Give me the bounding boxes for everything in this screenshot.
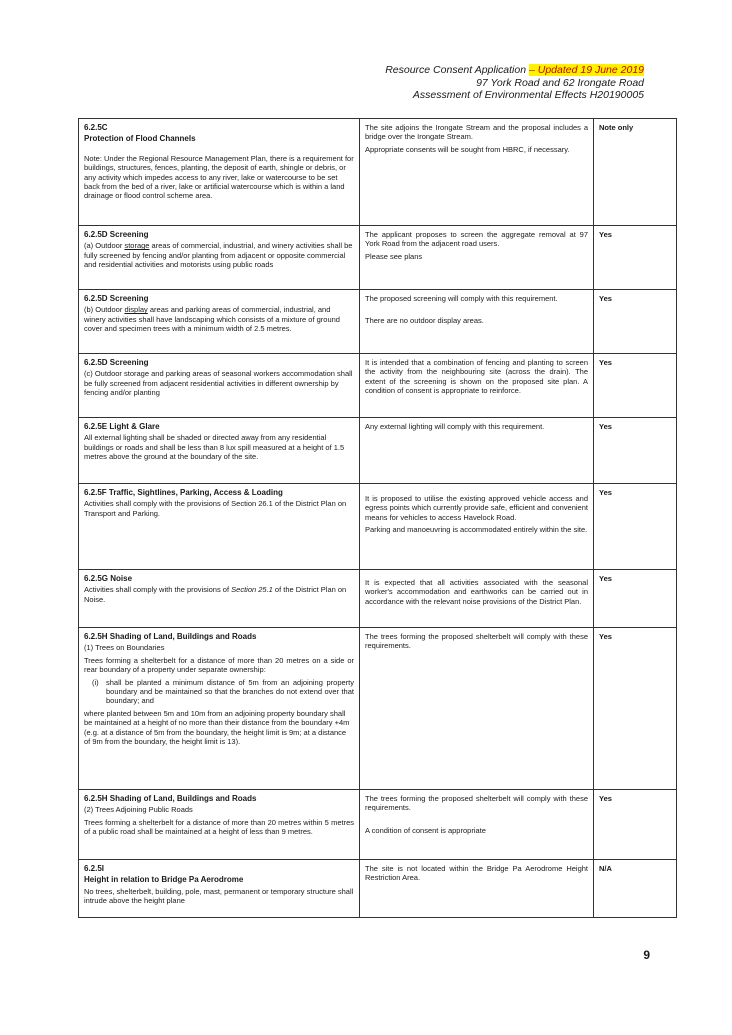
- assessment-cell: The applicant proposes to screen the aggregate removal at 97 York Road from the adjacent road users. Please see plans: [360, 226, 594, 290]
- table-row: [79, 860, 677, 918]
- assessment-cell: Any external lighting will comply with this requirement.: [360, 418, 594, 484]
- header-line-1: Resource Consent Application – Updated 19 June 2019: [385, 64, 644, 76]
- table-row: [79, 628, 677, 790]
- rule-cell: 6.2.5D Screening (a) Outdoor storage areas of commercial, industrial, and winery activities shall be fully screened by fencing and/or planting from adjacent or opposite commercial and residential activities and motorists using public roads: [79, 226, 360, 290]
- rule-cell: 6.2.5H Shading of Land, Buildings and Roads (2) Trees Adjoining Public Roads Trees forming a shelterbelt for a distance of more than 20 metres within 5 metres of a public road shall be maintained at a height of less than 9 metres.: [79, 790, 360, 860]
- table-row: [79, 290, 677, 354]
- compliance-cell: Yes: [594, 790, 677, 860]
- rule-cell: 6.2.5H Shading of Land, Buildings and Roads (1) Trees on Boundaries Trees forming a shelterbelt for a distance of more than 20 metres on a side or rear boundary of a property under separate ownership: (i) shall be planted a minimum distance of 5m from an adjoining property boundary and be maintained so that the branches do not extend over that boundary; and where planted between 5m and 10m from an adjoining property boundary shall be maintained at a height of no more than their distance from the boundary +4m (e.g. at a distance of 5m from the boundary, the height limit is 9m; at a distance of 9m from the boundary, the height limit is 13).: [79, 628, 360, 790]
- assessment-cell: It is proposed to utilise the existing approved vehicle access and egress points which currently provide safe, efficient and convenient means for vehicles to access Havelock Road. Parking and manoeuvring is accommodated entirely within the site.: [360, 484, 594, 570]
- rule-cell: 6.2.5D Screening (c) Outdoor storage and parking areas of seasonal workers accommodation shall be fully screened from adjacent residential activities in different ownership by fencing and/or planting: [79, 354, 360, 418]
- table-row: [79, 119, 677, 226]
- table-row: [79, 484, 677, 570]
- table-row: [79, 790, 677, 860]
- table-row: [79, 226, 677, 290]
- rule-cell: 6.2.5F Traffic, Sightlines, Parking, Access & Loading Activities shall comply with the provisions of Section 26.1 of the District Plan on Transport and Parking.: [79, 484, 360, 570]
- compliance-cell: Yes: [594, 290, 677, 354]
- table-row: [79, 570, 677, 628]
- assessment-cell: The proposed screening will comply with this requirement. There are no outdoor display areas.: [360, 290, 594, 354]
- assessment-cell: The site adjoins the Irongate Stream and the proposal includes a bridge over the Irongate Stream. Appropriate consents will be sought from HBRC, if necessary.: [360, 119, 594, 226]
- page-header: [385, 64, 644, 102]
- rules-table: [78, 118, 677, 918]
- header-line-3: Assessment of Environmental Effects H20190005: [412, 89, 644, 101]
- rule-cell: 6.2.5D Screening (b) Outdoor display areas and parking areas of commercial, industrial, and winery activities shall have landscaping which consists of a mixture of ground cover and specimen trees with a minimum width of 2.5 metres.: [79, 290, 360, 354]
- header-line-2: 97 York Road and 62 Irongate Road: [476, 76, 644, 89]
- compliance-cell: Yes: [594, 418, 677, 484]
- assessment-cell: The trees forming the proposed shelterbelt will comply with these requirements.: [360, 628, 594, 790]
- rule-cell: 6.2.5I Height in relation to Bridge Pa Aerodrome No trees, shelterbelt, building, pole, mast, permanent or temporary structure shall intrude above the height plane: [79, 860, 360, 918]
- compliance-cell: N/A: [594, 860, 677, 918]
- compliance-cell: Yes: [594, 570, 677, 628]
- rule-cell: 6.2.5G Noise Activities shall comply with the provisions of Section 25.1 of the District Plan on Noise.: [79, 570, 360, 628]
- compliance-cell: Note only: [594, 119, 677, 226]
- table-row: [79, 418, 677, 484]
- rule-cell: 6.2.5E Light & Glare All external lighting shall be shaded or directed away from any residential buildings or roads and shall be less than 8 lux spill measured at a height of 1.5 metres above the ground at the boundary of the site.: [79, 418, 360, 484]
- compliance-cell: Yes: [594, 628, 677, 790]
- assessment-cell: The site is not located within the Bridge Pa Aerodrome Height Restriction Area.: [360, 860, 594, 918]
- page-number: 9: [643, 948, 650, 962]
- header-update-highlight: – Updated 19 June 2019: [528, 64, 644, 76]
- assessment-cell: It is expected that all activities associated with the seasonal worker's accommodation and earthworks can be carried out in accordance with the relevant noise provisions of the District Plan.: [360, 570, 594, 628]
- compliance-cell: Yes: [594, 226, 677, 290]
- compliance-cell: Yes: [594, 354, 677, 418]
- assessment-cell: It is intended that a combination of fencing and planting to screen the activity from the neighbouring site (across the drain). The extent of the screening is shown on the proposed site plan. A condition of consent is appropriate to reinforce.: [360, 354, 594, 418]
- assessment-cell: The trees forming the proposed shelterbelt will comply with these requirements. A condition of consent is appropriate: [360, 790, 594, 860]
- compliance-cell: Yes: [594, 484, 677, 570]
- rule-cell: 6.2.5C Protection of Flood Channels Note: Under the Regional Resource Management Plan, there is a requirement for buildings, structures, fences, planting, the deposit of earth, shingle or debris, or any activity which impedes access to any river, lake or watercourse to be set back from the bed of a river, lake or artificial watercourse which is within a land drainage or flood control scheme area.: [79, 119, 360, 226]
- table-row: [79, 354, 677, 418]
